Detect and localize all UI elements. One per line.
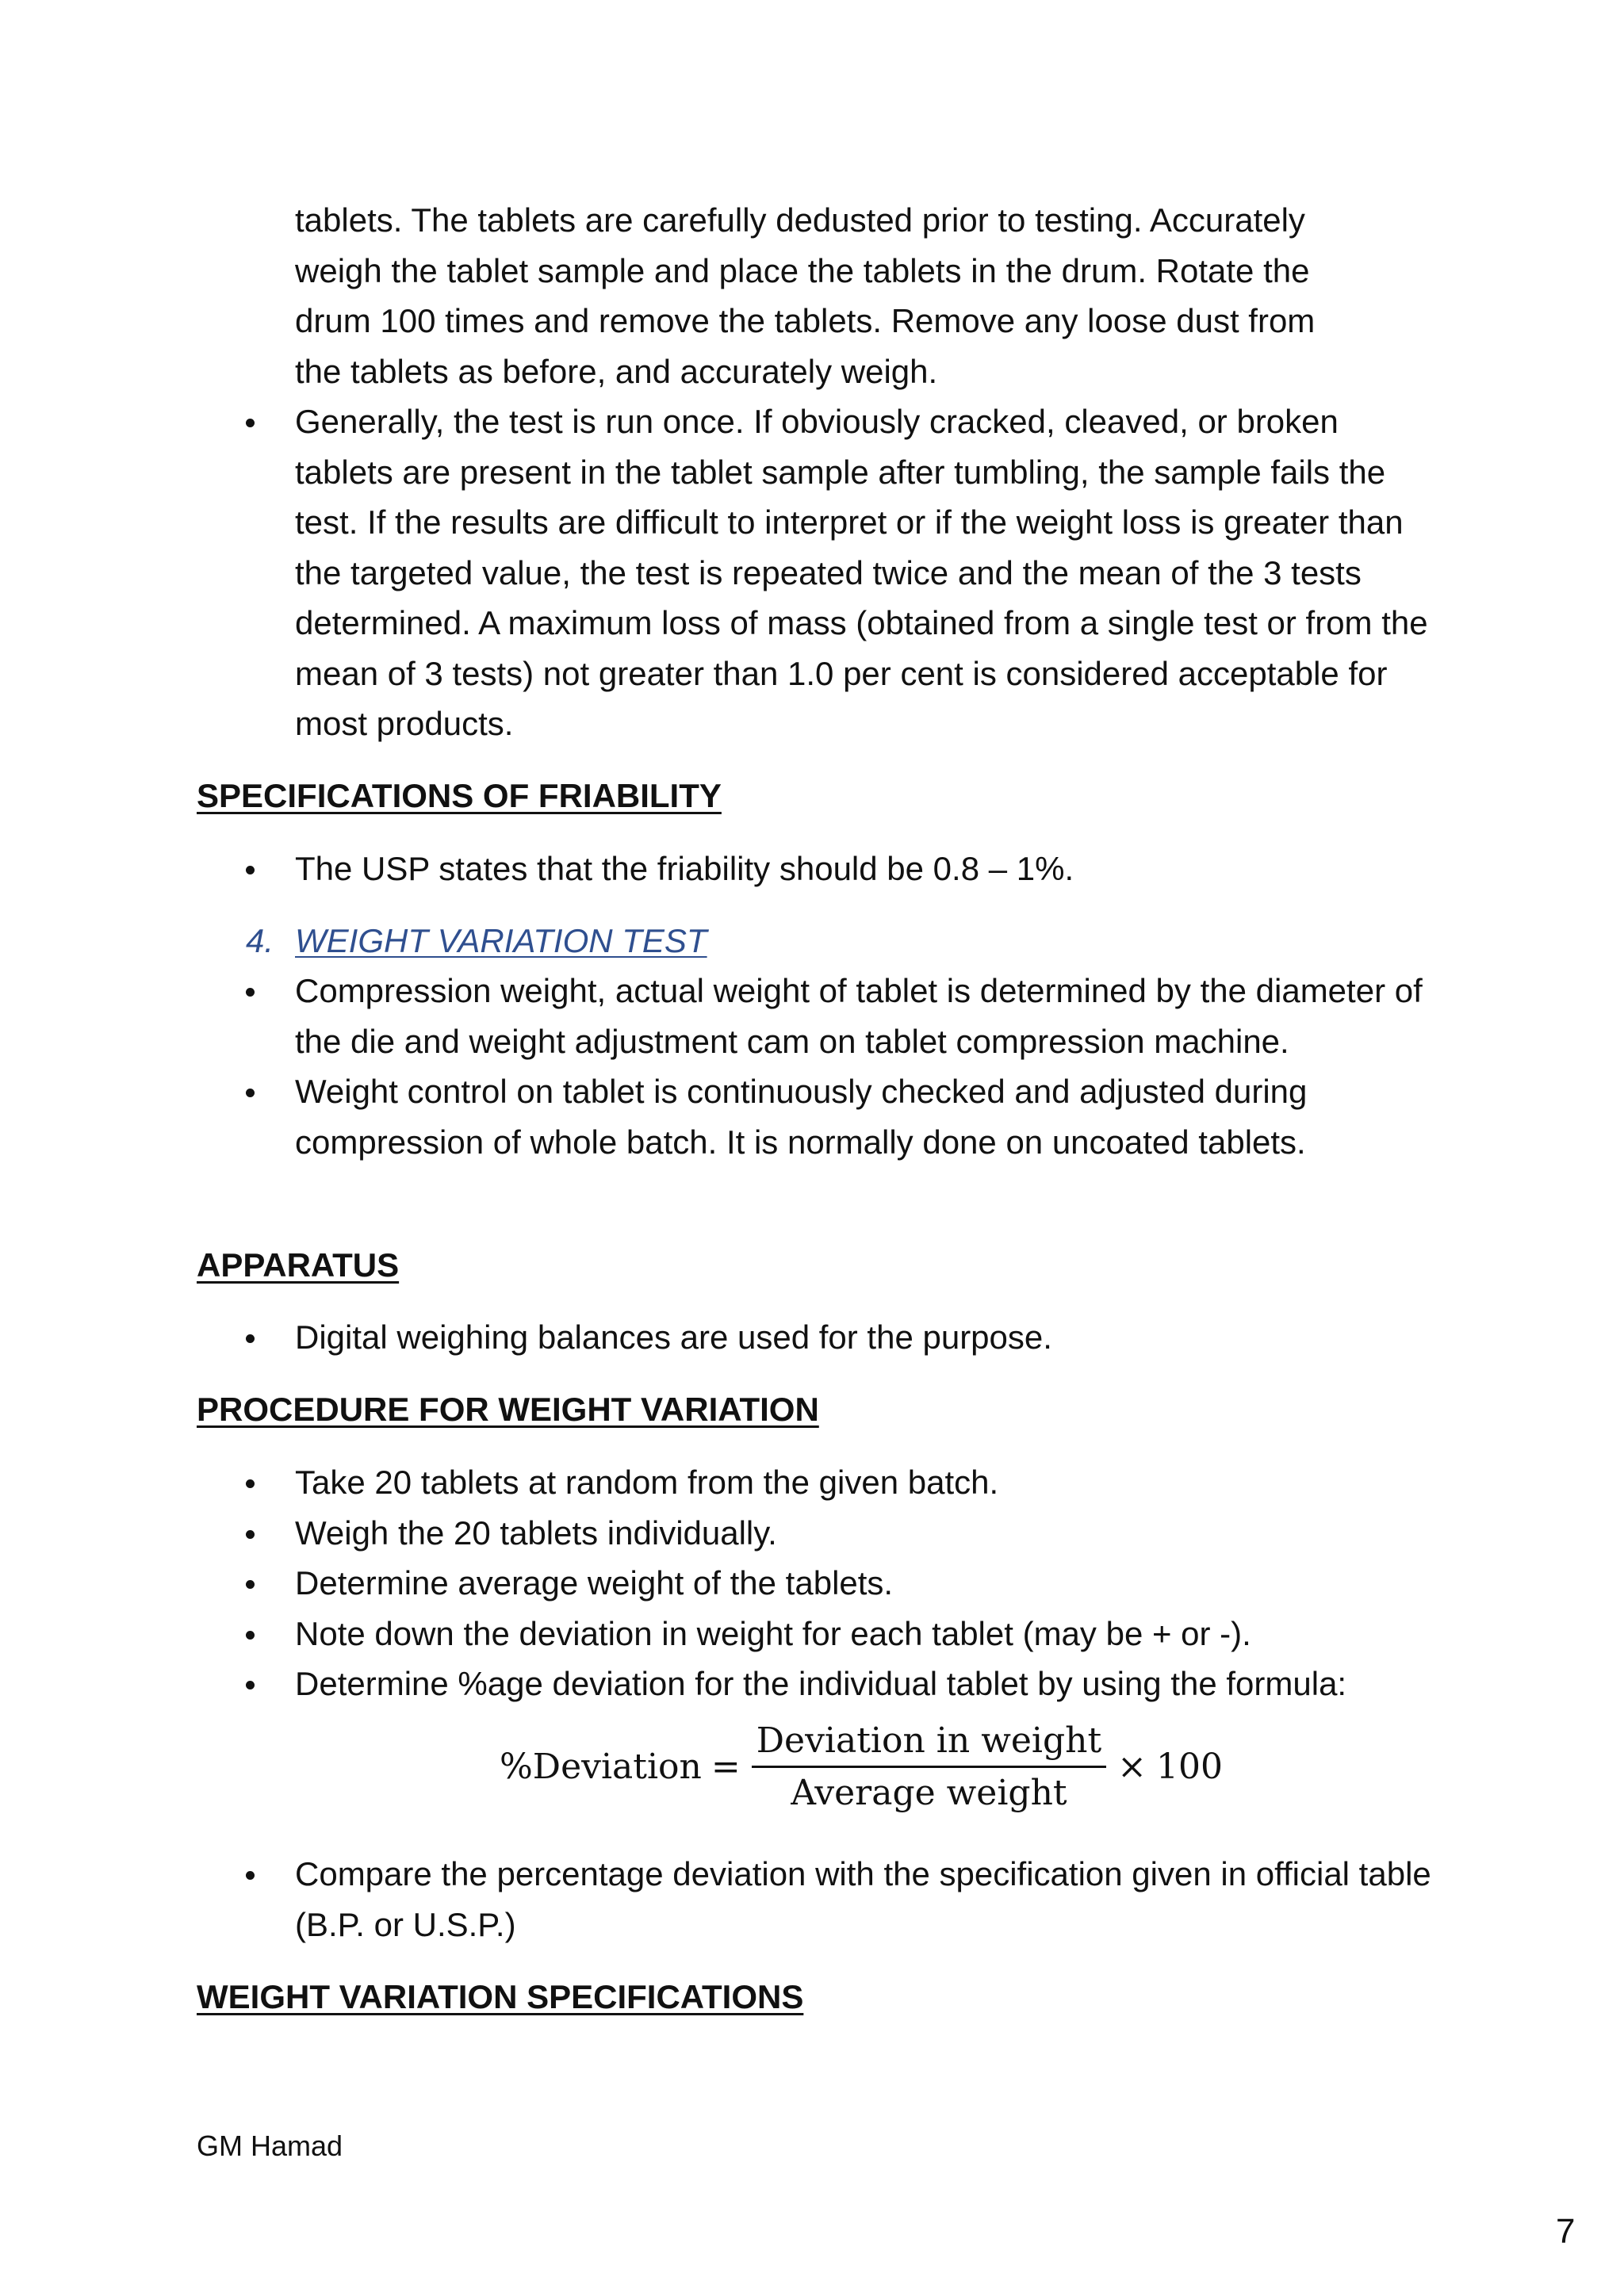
friability-specs-heading: SPECIFICATIONS OF FRIABILITY (197, 777, 722, 814)
formula-fraction (752, 1720, 1106, 1813)
intro-bullet-list (197, 396, 1434, 749)
bullet-icon (246, 988, 255, 997)
procedure-list (197, 1457, 1434, 1709)
list-item: Weigh the 20 tablets individually. (197, 1508, 1434, 1559)
bullet-icon (246, 1530, 255, 1539)
weight-variation-specs-heading: WEIGHT VARIATION SPECIFICATIONS (197, 1978, 804, 2015)
intro-line: drum 100 times and remove the tablets. Remove any loose dust from (295, 302, 1316, 339)
bullet-icon (246, 1631, 255, 1640)
page-number: 7 (1556, 2212, 1576, 2251)
formula-denominator: Average weight (791, 1773, 1067, 1813)
bullet-icon (246, 1334, 255, 1343)
list-item: Note down the deviation in weight for each tablet (may be + or -). (197, 1609, 1434, 1659)
procedure-heading: PROCEDURE FOR WEIGHT VARIATION (197, 1391, 819, 1428)
intro-line: weigh the tablet sample and place the tablets in the drum. Rotate the (295, 251, 1310, 289)
section-title: WEIGHT VARIATION TEST (295, 922, 707, 959)
list-item: Take 20 tablets at random from the given batch. (197, 1457, 1434, 1508)
bullet-icon (246, 1479, 255, 1488)
procedure-after-list (197, 1849, 1434, 1950)
bullet-icon (246, 1580, 255, 1589)
formula-factor: 100 (1156, 1747, 1224, 1787)
section-number: 4. (246, 922, 274, 959)
apparatus-list (197, 1312, 1434, 1363)
intro-continuation (295, 195, 1437, 396)
bullet-icon (246, 1871, 255, 1880)
list-item: Generally, the test is run once. If obviously cracked, cleaved, or broken tablets are present in the tablet sample after tumbling, the sample fails the test. If the results are difficult to interpret or if the weight loss is greater than the targeted value, the test is repeated twice and the mean of the 3 tests determined. A maximum loss of mass (obtained from a single test or from the mean of 3 tests) not greater than 1.0 per cent is considered acceptable for most products. (197, 396, 1434, 749)
weight-variation-test-heading (246, 916, 1356, 966)
footer-author: GM Hamad (197, 2130, 343, 2162)
intro-line: tablets. The tablets are carefully dedusted prior to testing. Accurately (295, 201, 1305, 239)
list-item: The USP states that the friability should be 0.8 – 1%. (197, 844, 1434, 894)
bullet-icon (246, 1089, 255, 1097)
list-item: Compare the percentage deviation with the specification given in official table (B.P. or U.S.P.) (197, 1849, 1434, 1950)
intro-line: the tablets as before, and accurately weigh. (295, 352, 938, 390)
bullet-icon (246, 419, 255, 427)
list-item: Digital weighing balances are used for the purpose. (197, 1312, 1434, 1363)
list-item: Determine %age deviation for the individual tablet by using the formula: (197, 1659, 1434, 1709)
friability-specs-list (197, 844, 1434, 894)
bullet-icon (246, 1681, 255, 1689)
formula-times: × (1117, 1747, 1147, 1787)
list-item: Weight control on tablet is continuously checked and adjusted during compression of whole batch. It is normally done on uncoated tablets. (197, 1066, 1434, 1167)
formula-numerator: Deviation in weight (752, 1720, 1106, 1768)
list-item: Determine average weight of the tablets. (197, 1558, 1434, 1609)
deviation-formula (500, 1720, 1223, 1813)
formula-equals: = (710, 1747, 741, 1787)
formula-lhs: %Deviation (500, 1747, 702, 1787)
bullet-icon (246, 866, 255, 874)
apparatus-heading: APPARATUS (197, 1246, 400, 1284)
list-item: Compression weight, actual weight of tablet is determined by the diameter of the die and weight adjustment cam on tablet compression machine. (197, 966, 1434, 1066)
weight-variation-test-list (197, 966, 1434, 1167)
